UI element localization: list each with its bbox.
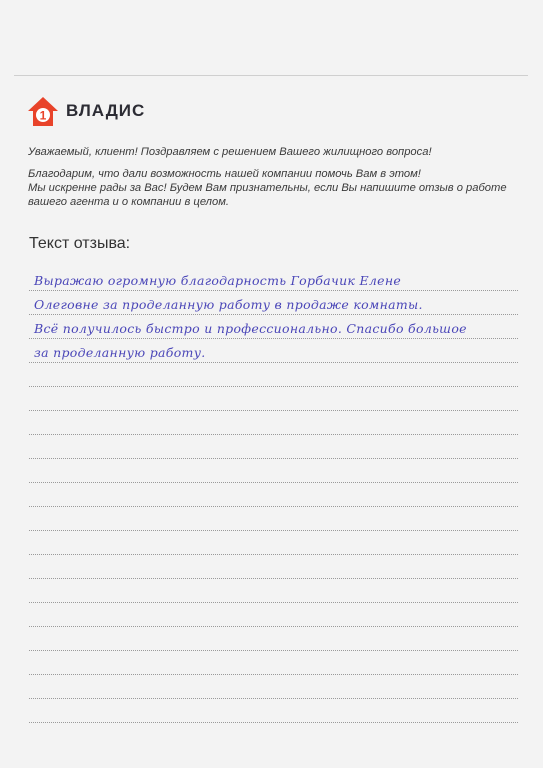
writing-line [29, 530, 518, 531]
writing-line [29, 314, 518, 315]
house-logo-icon [26, 95, 60, 127]
intro-greeting: Уважаемый, клиент! Поздравляем с решением Вашего жилищного вопроса! [28, 146, 432, 158]
writing-line [29, 722, 518, 723]
writing-line [29, 290, 518, 291]
writing-line [29, 602, 518, 603]
writing-line [29, 338, 518, 339]
writing-line [29, 386, 518, 387]
writing-line [29, 362, 518, 363]
review-heading: Текст отзыва: [29, 235, 131, 252]
handwritten-line: Выражаю огромную благодарность Горбачик Елене [34, 273, 402, 288]
brand-name: ВЛАДИС [66, 101, 146, 120]
writing-line [29, 554, 518, 555]
handwritten-line: Олеговне за проделанную работу в продаже комнаты. [34, 297, 423, 312]
intro-thanks: Благодарим, что дали возможность нашей компании помочь Вам в этом! [28, 168, 421, 180]
writing-line [29, 482, 518, 483]
intro-request-cont: вашего агента и о компании в целом. [28, 196, 229, 208]
writing-line [29, 434, 518, 435]
writing-line [29, 578, 518, 579]
handwritten-line: за проделанную работу. [34, 345, 206, 360]
top-divider [14, 75, 528, 76]
writing-line [29, 506, 518, 507]
writing-line [29, 458, 518, 459]
intro-request: Мы искренне рады за Вас! Будем Вам признательны, если Вы напишите отзыв о работе [28, 182, 507, 194]
writing-line [29, 698, 518, 699]
handwritten-line: Всё получилось быстро и профессионально. Спасибо большое [34, 321, 467, 336]
logo [26, 95, 145, 127]
writing-line [29, 674, 518, 675]
writing-line [29, 650, 518, 651]
intro-text [28, 145, 508, 209]
logo-digit: 1 [39, 108, 47, 123]
writing-line [29, 626, 518, 627]
writing-line [29, 410, 518, 411]
